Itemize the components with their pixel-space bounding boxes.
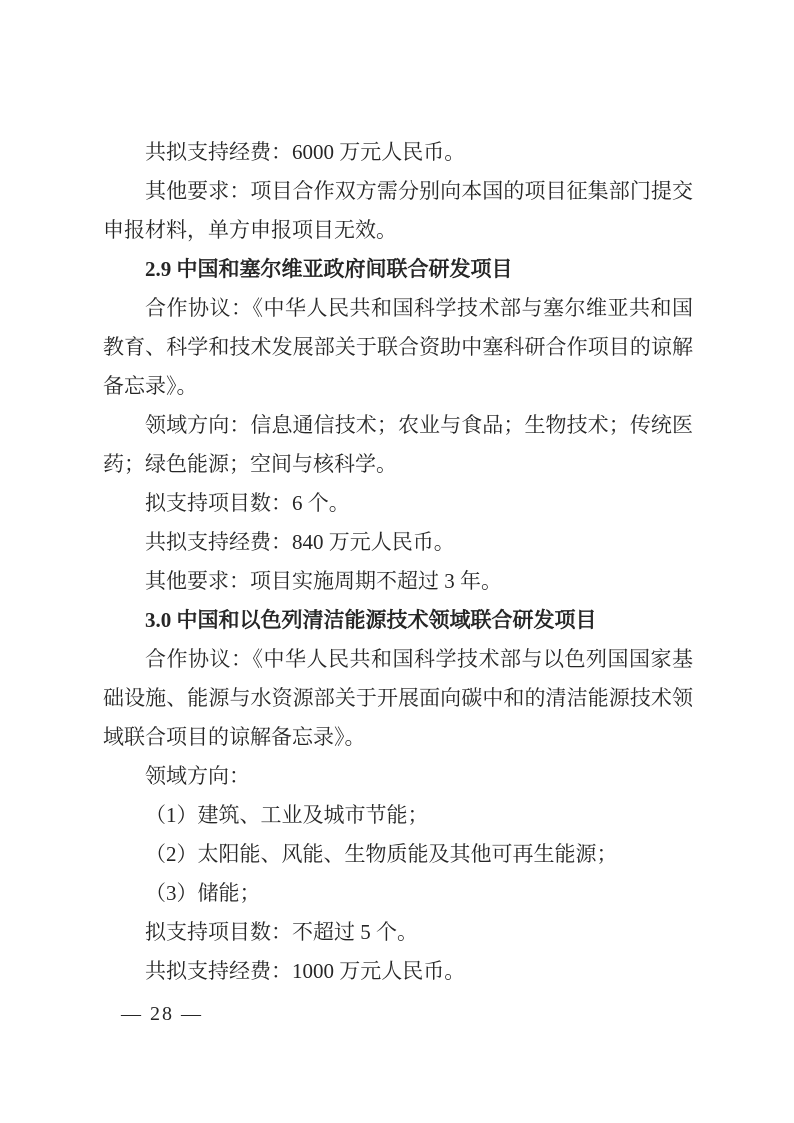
section-heading-2-9-china-serbia: 2.9 中国和塞尔维亚政府间联合研发项目 (145, 257, 513, 281)
list-item-1-building-industry-energy-saving: （1）建筑、工业及城市节能； (145, 803, 429, 827)
paragraph-cooperation-agreement-serbia: 合作协议：《中华人民共和国科学技术部与塞尔维亚共和国教育、科学和技术发展部关于联合资助中塞科研合作项目的谅解备忘录》。 (103, 296, 693, 398)
paragraph-total-funding-serbia: 共拟支持经费：840 万元人民币。 (145, 530, 455, 554)
paragraph-project-count-serbia: 拟支持项目数：6 个。 (145, 491, 350, 515)
document-body (103, 133, 693, 991)
list-item-2-solar-wind-biomass-renewables: （2）太阳能、风能、生物质能及其他可再生能源； (145, 842, 618, 866)
paragraph-field-directions-serbia: 领域方向：信息通信技术；农业与食品；生物技术；传统医药；绿色能源；空间与核科学。 (103, 413, 693, 476)
paragraph-total-funding-previous-section: 共拟支持经费：6000 万元人民币。 (145, 140, 466, 164)
paragraph-field-directions-israel-label: 领域方向： (145, 764, 250, 788)
paragraph-other-requirements-previous-section: 其他要求：项目合作双方需分别向本国的项目征集部门提交申报材料，单方申报项目无效。 (103, 179, 693, 242)
list-item-3-energy-storage: （3）储能； (145, 881, 261, 905)
paragraph-project-count-israel: 拟支持项目数：不超过 5 个。 (145, 920, 418, 944)
page-number-footer: — 28 — (121, 1003, 203, 1025)
section-heading-3-0-china-israel: 3.0 中国和以色列清洁能源技术领域联合研发项目 (145, 608, 597, 632)
paragraph-other-requirements-serbia: 其他要求：项目实施周期不超过 3 年。 (145, 569, 502, 593)
paragraph-total-funding-israel: 共拟支持经费：1000 万元人民币。 (145, 959, 466, 983)
paragraph-cooperation-agreement-israel: 合作协议：《中华人民共和国科学技术部与以色列国国家基础设施、能源与水资源部关于开展面向碳中和的清洁能源技术领域联合项目的谅解备忘录》。 (103, 647, 693, 749)
